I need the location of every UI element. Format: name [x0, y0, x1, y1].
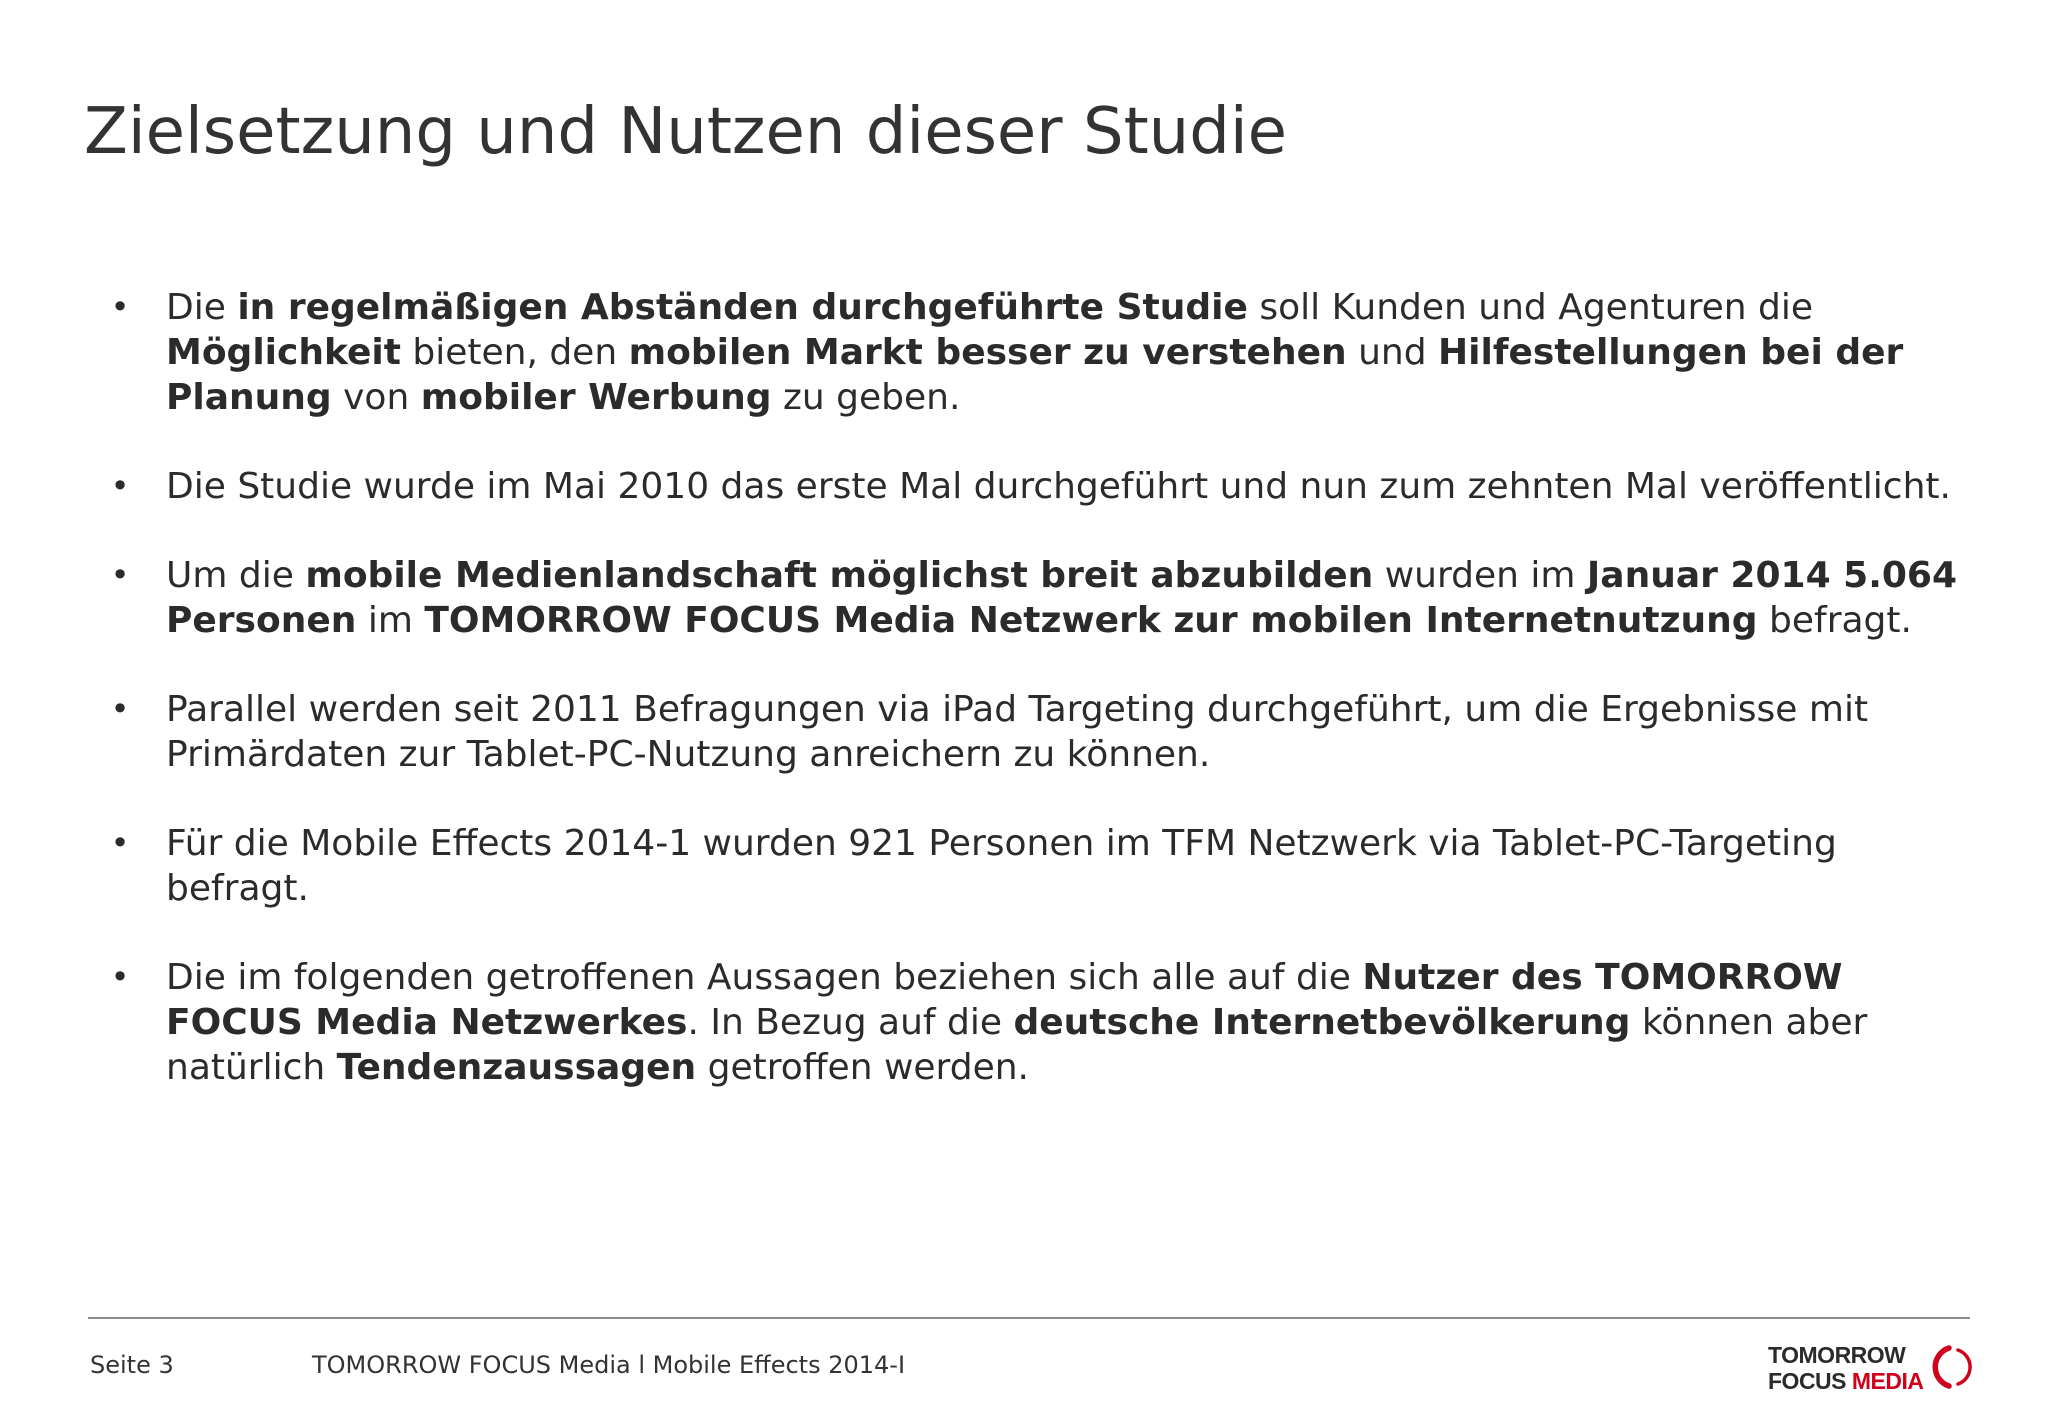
bullet-emphasis: mobilen Markt besser zu verstehen	[628, 332, 1347, 373]
bullet-segment: können aber natürlich	[166, 1002, 1868, 1088]
bullet-emphasis: Tendenzaussagen	[336, 1047, 697, 1088]
bullet-text	[166, 553, 1980, 643]
bullet-emphasis: mobiler Werbung	[420, 377, 772, 418]
bullet-segment: von	[331, 377, 421, 418]
bullet-emphasis: Hilfestellungen bei der Planung	[166, 332, 1904, 418]
bullet-item	[110, 464, 1980, 509]
logo-text-media: MEDIA	[1851, 1368, 1924, 1394]
bullet-segment: zu geben.	[771, 377, 961, 418]
bullet-emphasis: Januar 2014 5.064 Personen	[166, 555, 1958, 641]
bullet-segment: Parallel werden seit 2011 Befragungen via iPad Targeting durchgeführt, um die Ergebnisse mit Primärdaten zur Tablet-PC-Nutzung anreichern zu können.	[166, 689, 1869, 775]
logo-mark-icon	[1932, 1342, 1982, 1392]
bullet-emphasis: Nutzer des TOMORROW FOCUS Media Netzwerkes	[166, 957, 1843, 1043]
bullet-list	[110, 285, 1980, 1134]
bullet-segment: Die im folgenden getroffenen Aussagen beziehen sich alle auf die	[166, 957, 1363, 998]
bullet-dot-icon: •	[110, 690, 130, 728]
bullet-segment: und	[1346, 332, 1439, 373]
bullet-text	[166, 955, 1980, 1090]
bullet-segment: soll Kunden und Agenturen die	[1247, 287, 1813, 328]
bullet-segment: im	[356, 600, 425, 641]
bullet-text	[166, 464, 1980, 509]
logo-text-line2	[1768, 1368, 1924, 1394]
bullet-emphasis: in regelmäßigen Abständen durchgeführte Studie	[237, 287, 1248, 328]
bullet-item	[110, 687, 1980, 777]
bullet-segment: Die Studie wurde im Mai 2010 das erste Mal durchgeführt und nun zum zehnten Mal veröffentlicht.	[166, 466, 1951, 507]
page-title: Zielsetzung und Nutzen dieser Studie	[84, 95, 1287, 169]
page-number: Seite 3	[90, 1351, 174, 1379]
bullet-dot-icon: •	[110, 467, 130, 505]
bullet-emphasis: TOMORROW FOCUS Media Netzwerk zur mobilen Internetnutzung	[424, 600, 1758, 641]
bullet-dot-icon: •	[110, 556, 130, 594]
bullet-segment: befragt.	[1757, 600, 1912, 641]
bullet-item	[110, 955, 1980, 1090]
bullet-text	[166, 821, 1980, 911]
bullet-segment: Die	[166, 287, 238, 328]
bullet-segment: Für die Mobile Effects 2014-1 wurden 921 Personen im TFM Netzwerk via Tablet-PC-Targeting befragt.	[166, 823, 1837, 909]
bullet-item	[110, 821, 1980, 911]
logo-text-focus: FOCUS	[1768, 1368, 1846, 1394]
footer-source: TOMORROW FOCUS Media l Mobile Effects 2014-I	[312, 1351, 906, 1379]
company-logo	[1768, 1340, 1982, 1396]
bullet-text	[166, 285, 1980, 420]
bullet-dot-icon: •	[110, 288, 130, 326]
bullet-segment: getroffen werden.	[696, 1047, 1029, 1088]
bullet-dot-icon: •	[110, 824, 130, 862]
bullet-emphasis: deutsche Internetbevölkerung	[1013, 1002, 1631, 1043]
bullet-emphasis: Möglichkeit	[166, 332, 401, 373]
bullet-segment: . In Bezug auf die	[687, 1002, 1014, 1043]
bullet-dot-icon: •	[110, 958, 130, 996]
bullet-item	[110, 285, 1980, 420]
logo-text-line1: TOMORROW	[1768, 1342, 1906, 1368]
bullet-segment: wurden im	[1373, 555, 1587, 596]
bullet-emphasis: mobile Medienlandschaft möglichst breit abzubilden	[305, 555, 1374, 596]
bullet-item	[110, 553, 1980, 643]
bullet-segment: Um die	[166, 555, 306, 596]
footer-divider	[88, 1317, 1970, 1319]
bullet-text	[166, 687, 1980, 777]
bullet-segment: bieten, den	[400, 332, 629, 373]
